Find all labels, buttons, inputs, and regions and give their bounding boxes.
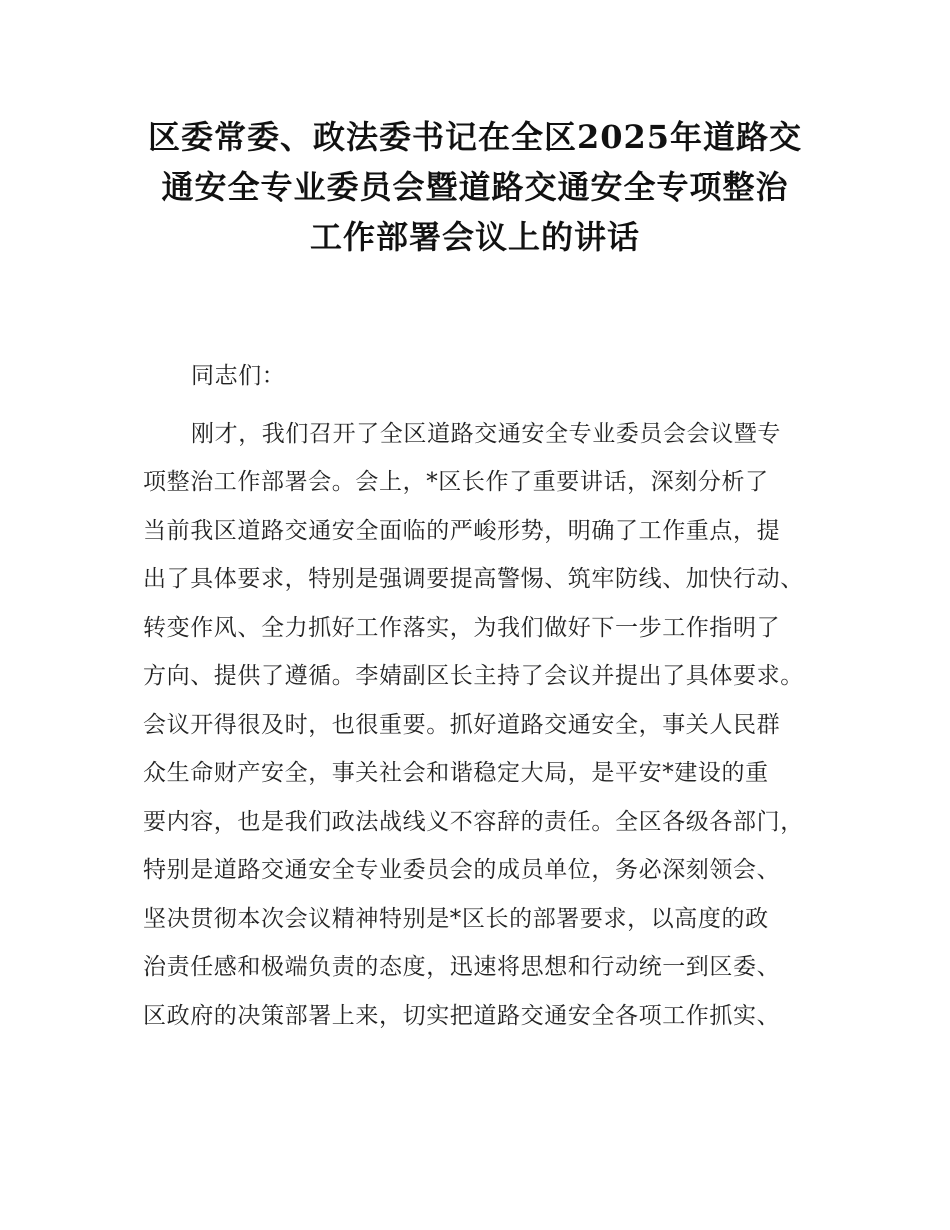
paragraph-line: 出了具体要求，特别是强调要提高警惕、筑牢防线、加快行动、 [143,566,804,592]
paragraph-line: 刚才，我们召开了全区道路交通安全专业委员会会议暨专 [191,420,781,447]
document-title [80,112,870,262]
paragraph-line: 坚决贯彻本次会议精神特别是*区长的部署要求，以高度的政 [143,905,769,932]
greeting: 同志们： [191,363,286,389]
paragraph-line: 项整治工作部署会。会上，*区长作了重要讲话，深刻分析了 [143,469,769,495]
paragraph-line: 众生命财产安全，事关社会和谐稳定大局，是平安*建设的重 [143,760,769,786]
paragraph-line: 方向、提供了遵循。李婧副区长主持了会议并提出了具体要求。 [143,663,804,689]
title-line: 区委常委、政法委书记在全区2025年道路交 [147,118,803,156]
paragraph [143,410,843,1041]
paragraph-line: 转变作风、全力抓好工作落实，为我们做好下一步工作指明了 [143,614,781,641]
paragraph-line: 治责任感和极端负责的态度，迅速将思想和行动统一到区委、 [143,954,781,980]
speech-body [143,352,843,1040]
paragraph-line: 当前我区道路交通安全面临的严峻形势，明确了工作重点，提 [143,517,781,544]
title-line: 通安全专业委员会暨道路交通安全专项整治 [161,168,789,206]
title-line: 工作部署会议上的讲话 [309,218,640,256]
paragraph-line: 要内容，也是我们政法战线义不容辞的责任。全区各级各部门， [143,808,804,835]
paragraph-line: 区政府的决策部署上来，切实把道路交通安全各项工作抓实、 [143,1002,781,1029]
paragraph-line: 特别是道路交通安全专业委员会的成员单位，务必深刻领会、 [143,857,781,883]
paragraph-line: 会议开得很及时，也很重要。抓好道路交通安全，事关人民群 [143,711,781,738]
